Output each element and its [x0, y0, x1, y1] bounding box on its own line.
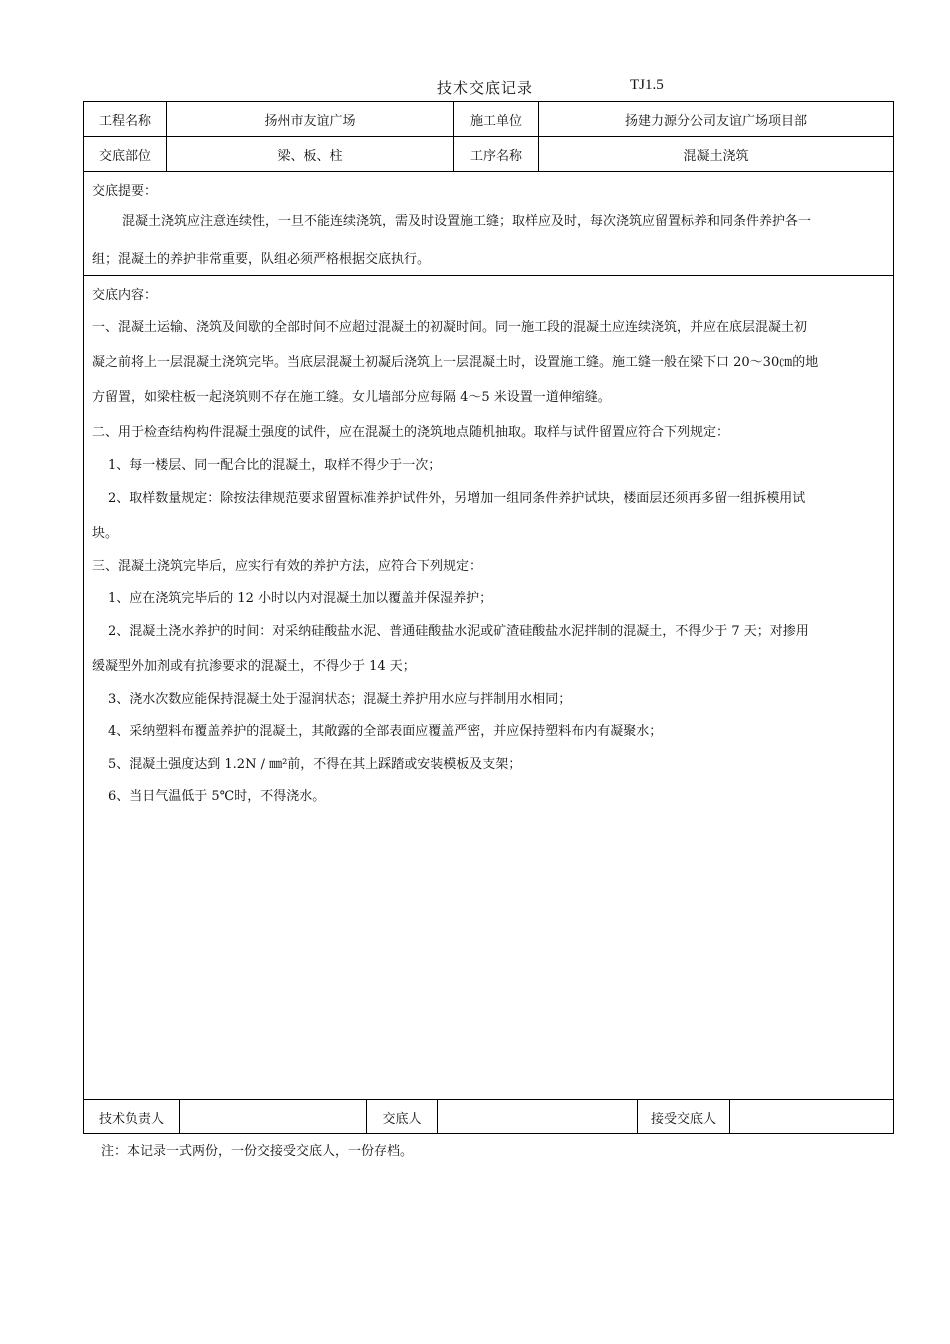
content-line: 2、取样数量规定：除按法律规范要求留置标准养护试件外，另增加一组同条件养护试块，楼面层还须再多留一组拆模用试 [108, 491, 806, 506]
unit-value: 扬建力源分公司友谊广场项目部 [538, 102, 893, 136]
content-line: 1、每一楼层、同一配合比的混凝土，取样不得少于一次； [108, 458, 442, 473]
receiver-label: 接受交底人 [637, 1100, 729, 1134]
summary-line: 组；混凝土的养护非常重要，队组必须严格根据交底执行。 [92, 252, 431, 267]
content-line: 二、用于检查结构构件混凝土强度的试件，应在混凝土的浇筑地点随机抽取。取样与试件留置应符合下列规定： [92, 425, 730, 440]
content-label: 交底内容： [92, 288, 158, 303]
tech-lead-field[interactable] [179, 1100, 366, 1134]
content-line: 块。 [92, 526, 119, 541]
footer-note: 注：本记录一式两份，一份交接受交底人，一份存档。 [101, 1144, 414, 1159]
part-value: 梁、板、柱 [166, 137, 453, 171]
content-line: 4、采纳塑料布覆盖养护的混凝土，其敞露的全部表面应覆盖严密，并应保持塑料布内有凝聚水； [108, 724, 663, 739]
summary-section [84, 172, 893, 276]
project-value: 扬州市友谊广场 [166, 102, 453, 136]
unit-label: 施工单位 [453, 102, 538, 136]
content-line: 三、混凝土浇筑完毕后，应实行有效的养护方法，应符合下列规定： [92, 559, 483, 574]
content-line: 5、混凝土强度达到 1.2N / ㎜²前，不得在其上踩踏或安装模板及支架； [108, 757, 522, 772]
summary-line: 混凝土浇筑应注意连续性，一旦不能连续浇筑，需及时设置施工缝；取样应及时，每次浇筑应留置标养和同条件养护各一 [122, 214, 812, 229]
content-line: 方留置，如梁柱板一起浇筑则不存在施工缝。女儿墙部分应每隔 4～5 米设置一道伸缩缝。 [92, 390, 611, 405]
document-code: TJ1.5 [630, 77, 664, 93]
summary-label: 交底提要： [92, 184, 158, 199]
process-label: 工序名称 [453, 137, 538, 171]
content-line: 一、混凝土运输、浇筑及间歇的全部时间不应超过混凝土的初凝时间。同一施工段的混凝土应连续浇筑，并应在底层混凝土初 [92, 320, 808, 335]
content-line: 3、浇水次数应能保持混凝土处于湿润状态；混凝土养护用水应与拌制用水相同； [108, 692, 572, 707]
content-line: 凝之前将上一层混凝土浇筑完毕。当底层混凝土初凝后浇筑上一层混凝土时，设置施工缝。施工缝一般在梁下口 20～30㎝的地 [92, 355, 819, 370]
content-line: 缓凝型外加剂或有抗渗要求的混凝土，不得少于 14 天； [92, 659, 416, 674]
info-row-project [84, 102, 893, 137]
content-line: 6、当日气温低于 5℃时，不得浇水。 [108, 789, 326, 804]
document-title: 技术交底记录 [437, 79, 534, 97]
process-value: 混凝土浇筑 [538, 137, 893, 171]
discloser-label: 交底人 [366, 1100, 437, 1134]
content-line: 2、混凝土浇水养护的时间：对采纳硅酸盐水泥、普通硅酸盐水泥或矿渣硅酸盐水泥拌制的混凝土，不得少于 7 天；对掺用 [108, 624, 809, 639]
disclosure-table [83, 101, 894, 1134]
info-row-part [84, 137, 893, 172]
part-label: 交底部位 [98, 148, 151, 164]
signature-row [84, 1100, 893, 1134]
project-label: 工程名称 [98, 113, 151, 129]
tech-lead-label: 技术负责人 [98, 1111, 164, 1127]
content-section [84, 276, 893, 1100]
discloser-field[interactable] [437, 1100, 637, 1134]
receiver-field[interactable] [729, 1100, 893, 1134]
content-line: 1、应在浇筑完毕后的 12 小时以内对混凝土加以覆盖并保湿养护； [108, 591, 493, 606]
